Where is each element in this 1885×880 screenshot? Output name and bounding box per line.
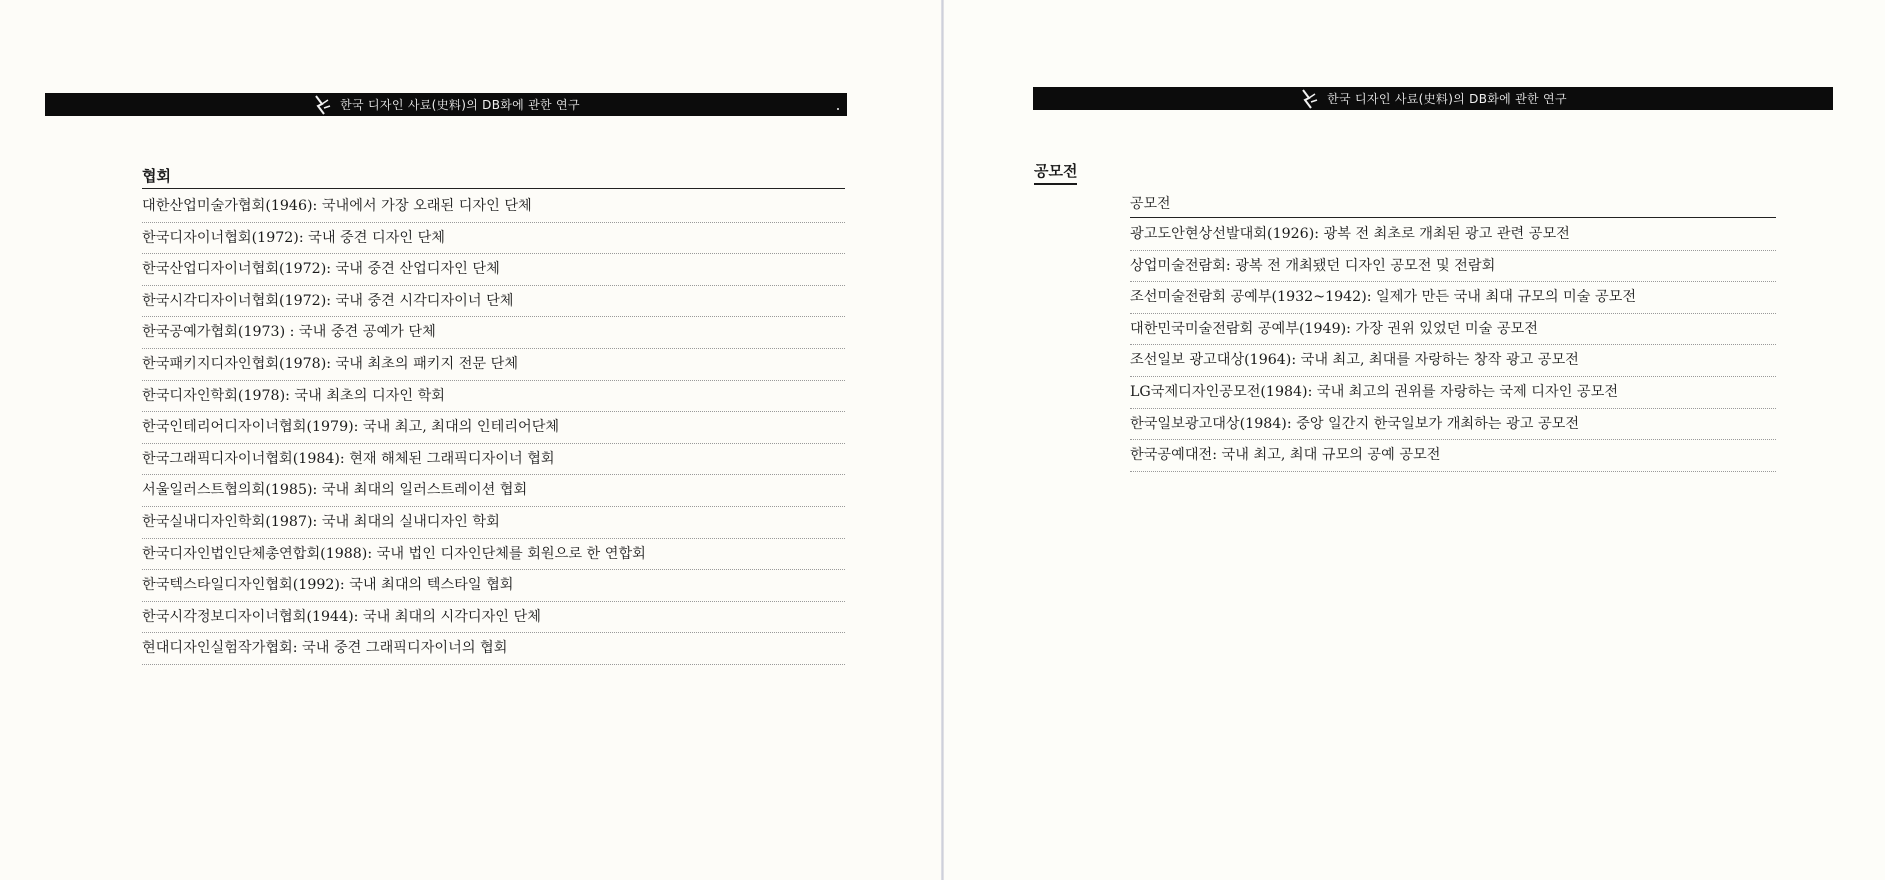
list-item: 한국그래픽디자이너협회(1984): 현재 해체된 그래픽디자이너 협회 <box>142 444 845 476</box>
list-item: 한국산업디자이너협회(1972): 국내 중견 산업디자인 단체 <box>142 254 845 286</box>
list-item: 상업미술전람회: 광복 전 개최됐던 디자인 공모전 및 전람회 <box>1130 251 1776 283</box>
list-item: 한국공예대전: 국내 최고, 최대 규모의 공예 공모전 <box>1130 440 1776 472</box>
list-item: 조선일보 광고대상(1964): 국내 최고, 최대를 자랑하는 창작 광고 공모전 <box>1130 345 1776 377</box>
list-item: 한국패키지디자인협회(1978): 국내 최초의 패키지 전문 단체 <box>142 349 845 381</box>
list-item: 한국디자이너협회(1972): 국내 중견 디자인 단체 <box>142 223 845 255</box>
running-header-title: 한국 디자인 사료(史料)의 DB화에 관한 연구 <box>340 98 580 112</box>
list-item: 한국시각정보디자이너협회(1944): 국내 최대의 시각디자인 단체 <box>142 602 845 634</box>
section-title-associations: 협회 <box>142 167 171 185</box>
list-item: 한국디자인법인단체총연합회(1988): 국내 법인 디자인단체를 회원으로 한 연합회 <box>142 539 845 571</box>
running-header <box>45 93 847 116</box>
header-dot <box>837 108 839 110</box>
right-page <box>944 0 1885 880</box>
list-item: 조선미술전람회 공예부(1932~1942): 일제가 만든 국내 최대 규모의 미술 공모전 <box>1130 282 1776 314</box>
list-item: 한국인테리어디자이너협회(1979): 국내 최고, 최대의 인테리어단체 <box>142 412 845 444</box>
list-item: 서울일러스트협의회(1985): 국내 최대의 일러스트레이션 협회 <box>142 475 845 507</box>
list-item: 현대디자인실험작가협회: 국내 중견 그래픽디자이너의 협회 <box>142 633 845 665</box>
list-item: 한국디자인학회(1978): 국내 최초의 디자인 학회 <box>142 381 845 413</box>
list-item: 한국일보광고대상(1984): 중앙 일간지 한국일보가 개최하는 광고 공모전 <box>1130 409 1776 441</box>
list-item: LG국제디자인공모전(1984): 국내 최고의 권위를 자랑하는 국제 디자인 공모전 <box>1130 377 1776 409</box>
list-item: 한국텍스타일디자인협회(1992): 국내 최대의 텍스타일 협회 <box>142 570 845 602</box>
list-item: 대한산업미술가협회(1946): 국내에서 가장 오래된 디자인 단체 <box>142 191 845 223</box>
running-header <box>1033 87 1833 110</box>
running-header-title: 한국 디자인 사료(史料)의 DB화에 관한 연구 <box>1327 92 1567 106</box>
subsection-title-competitions: 공모전 <box>1130 196 1171 212</box>
pen-nib-icon <box>1299 88 1321 110</box>
list-item: 대한민국미술전람회 공예부(1949): 가장 권위 있었던 미술 공모전 <box>1130 314 1776 346</box>
subsection-rule <box>1130 217 1776 218</box>
competition-list <box>1130 219 1776 472</box>
association-list <box>142 191 845 665</box>
list-item: 한국공예가협회(1973) : 국내 중견 공예가 단체 <box>142 317 845 349</box>
list-item: 한국시각디자이너협회(1972): 국내 중견 시각디자이너 단체 <box>142 286 845 318</box>
pen-nib-icon <box>312 94 334 116</box>
section-title-competitions: 공모전 <box>1034 160 1077 185</box>
left-page <box>0 0 941 880</box>
section-rule <box>142 188 845 189</box>
list-item: 광고도안현상선발대회(1926): 광복 전 최초로 개최된 광고 관련 공모전 <box>1130 219 1776 251</box>
list-item: 한국실내디자인학회(1987): 국내 최대의 실내디자인 학회 <box>142 507 845 539</box>
